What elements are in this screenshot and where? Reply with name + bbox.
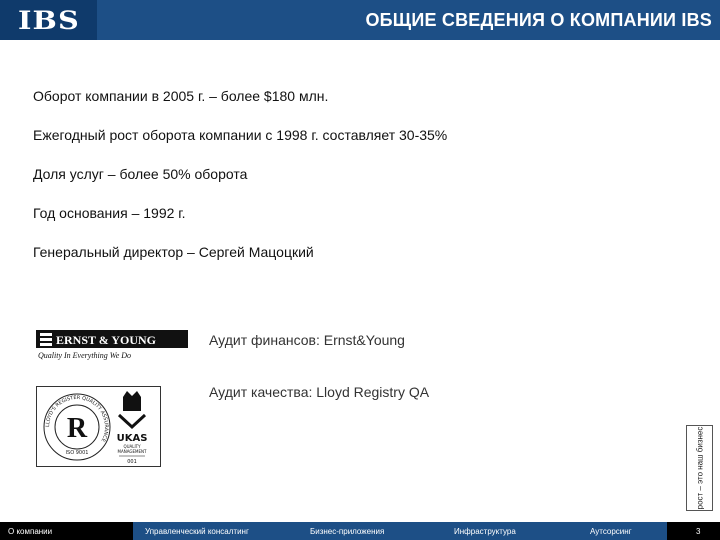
audit-finance: Аудит финансов: Ernst&Young xyxy=(209,332,405,348)
ibs-logo[interactable] xyxy=(0,0,97,40)
page-title: ОБЩИЕ СВЕДЕНИЯ О КОМПАНИИ IBS xyxy=(365,10,712,30)
header-bar xyxy=(0,0,720,40)
ey-logo-tagline: Quality In Everything We Do xyxy=(38,351,132,360)
check-icon xyxy=(119,415,145,427)
footer-item-consulting[interactable]: Управленческий консалтинг xyxy=(145,527,249,536)
slogan-text: рост – это наш бизнес xyxy=(695,426,704,510)
fact-growth: Ежегодный рост оборота компании с 1998 г. составляет 30-35% xyxy=(33,127,448,143)
lloyds-ring-text: LLOYD'S REGISTER QUALITY ASSURANCE xyxy=(44,394,110,443)
crown-icon xyxy=(123,391,141,411)
footer-item-outsourcing[interactable]: Аутсорсинг xyxy=(590,527,632,536)
footer-item-business-apps[interactable]: Бизнес-приложения xyxy=(310,527,385,536)
ukas-label: UKAS xyxy=(116,433,148,444)
ernst-young-logo xyxy=(36,330,188,360)
iso-standard-label: ISO 9001 xyxy=(65,450,89,456)
footer-nav xyxy=(0,522,720,540)
page-number: 3 xyxy=(696,527,701,536)
ukas-sub2: MANAGEMENT xyxy=(117,449,147,454)
lloyds-ukas-certificate-logo xyxy=(36,386,161,467)
slogan-vertical xyxy=(686,425,713,511)
audit-quality: Аудит качества: Lloyd Registry QA xyxy=(209,384,430,400)
fact-services-share: Доля услуг – более 50% оборота xyxy=(33,166,248,182)
fact-revenue: Оборот компании в 2005 г. – более $180 млн. xyxy=(33,88,329,104)
ukas-sub1: QUALITY xyxy=(123,444,141,449)
fact-founded: Год основания – 1992 г. xyxy=(33,205,186,221)
logo-text: IBS xyxy=(17,5,80,35)
ey-logo-name: ERNST & YOUNG xyxy=(56,333,157,347)
footer-item-about[interactable]: О компании xyxy=(8,527,53,536)
cert-number: 001 xyxy=(127,459,137,465)
footer-item-infrastructure[interactable]: Инфраструктура xyxy=(454,527,516,536)
fact-ceo: Генеральный директор – Сергей Мацоцкий xyxy=(33,244,314,260)
lloyds-r-mark: R xyxy=(66,413,88,444)
